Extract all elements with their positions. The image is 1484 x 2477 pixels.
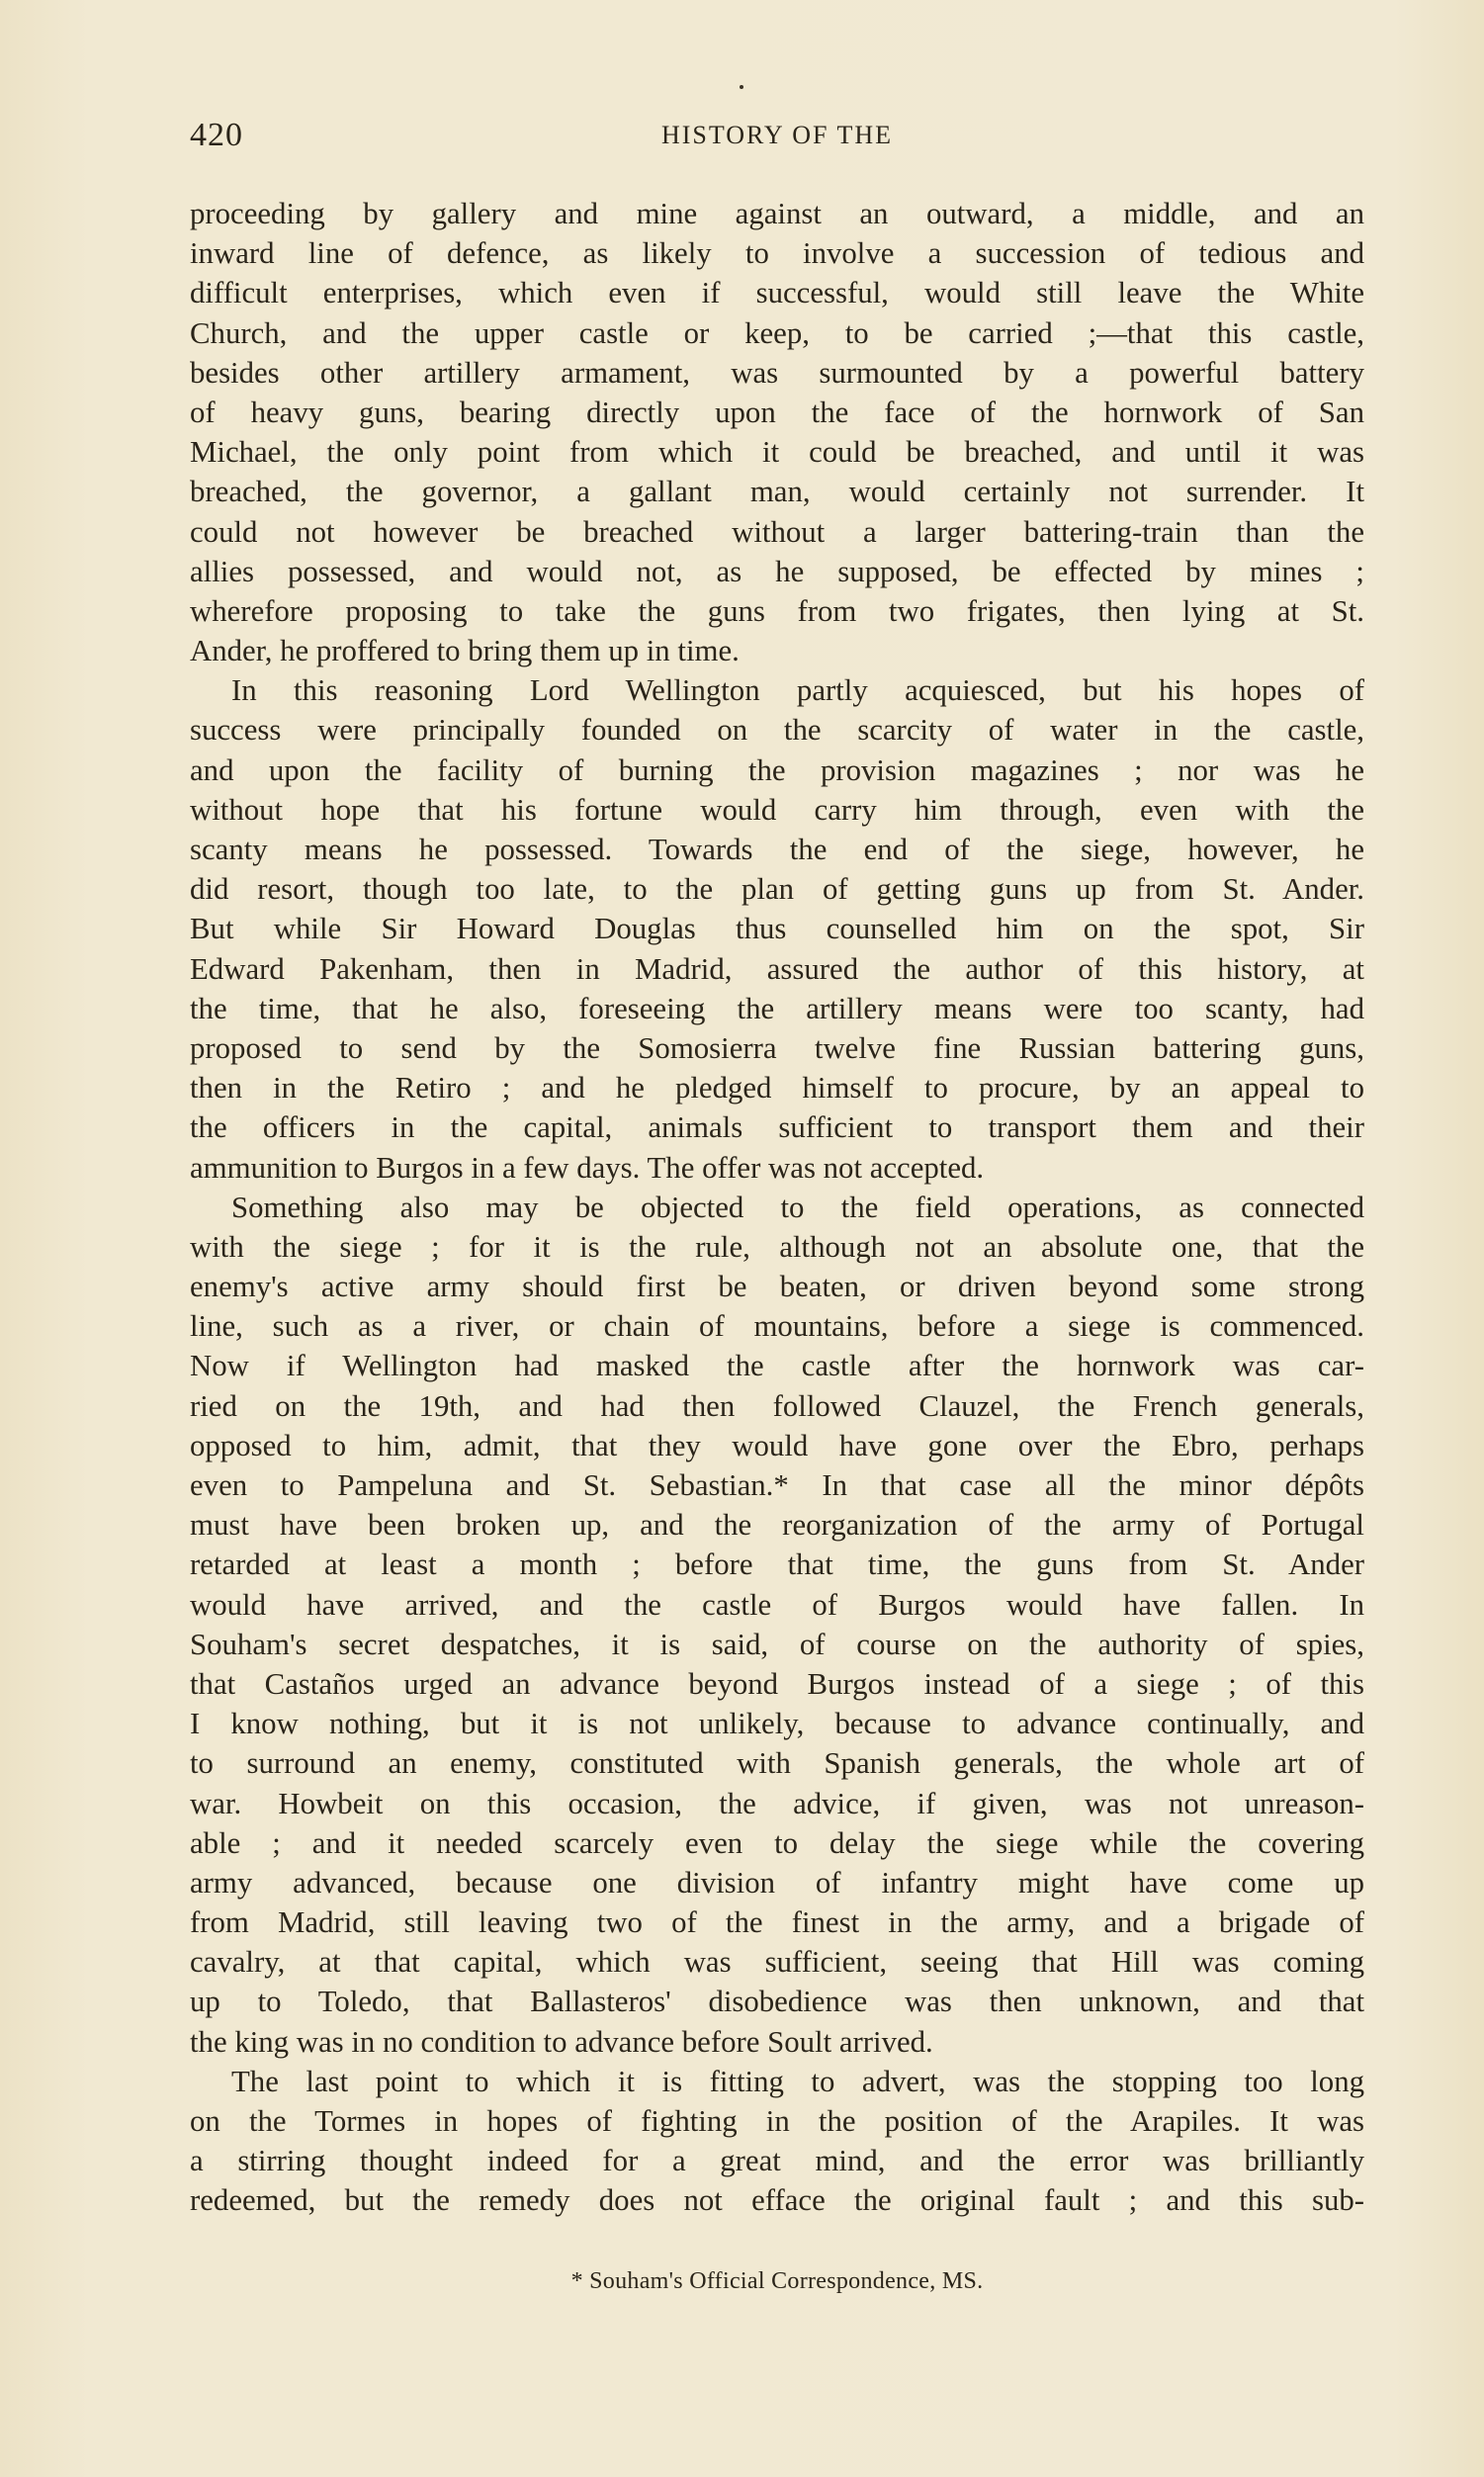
text-line: proceeding by gallery and mine against an outward, a middle, and an (190, 197, 1364, 230)
text-line: proposed to send by the Somosierra twelve fine Russian battering guns, (190, 1030, 1364, 1065)
text-line: on the Tormes in hopes of fighting in the position of the Arapiles. It was (190, 2104, 1364, 2138)
text-line: Souham's secret despatches, it is said, of course on the authority of spies, (190, 1627, 1364, 1661)
text-line: and upon the facility of burning the provision magazines ; nor was he (190, 752, 1364, 787)
text-line: would have arrived, and the castle of Burgos would have fallen. In (190, 1587, 1364, 1622)
running-head: HISTORY OF THE (660, 121, 894, 149)
text-line: that Castaños urged an advance beyond Burgos instead of a siege ; of this (190, 1666, 1364, 1701)
text-line: enemy's active army should first be beaten, or driven beyond some strong (190, 1270, 1364, 1304)
text-line: the officers in the capital, animals sufficient to transport them and their (190, 1110, 1364, 1145)
text-line: army advanced, because one division of infantry might have come up (190, 1865, 1364, 1900)
text-line: the time, that he also, foreseeing the artillery means were too scanty, had (190, 991, 1364, 1025)
text-line: did resort, though too late, to the plan of getting guns up from St. Ander. (190, 872, 1364, 907)
text-line: besides other artillery armament, was surmounted by a powerful battery (190, 355, 1364, 390)
text-line: Ander, he proffered to bring them up in time. (190, 634, 740, 668)
text-line: even to Pampeluna and St. Sebastian.* In that case all the minor dépôts (190, 1468, 1364, 1502)
text-line: scanty means he possessed. Towards the end of the siege, however, he (190, 833, 1364, 866)
text-line: without hope that his fortune would carry him through, even with the (190, 792, 1364, 827)
text-line: must have been broken up, and the reorganization of the army of Portugal (190, 1508, 1364, 1543)
text-line: the king was in no condition to advance before Soult arrived. (190, 2024, 933, 2059)
text-line: war. Howbeit on this occasion, the advice, if given, was not unreason- (190, 1786, 1364, 1820)
text-line: Now if Wellington had masked the castle after the hornwork was car- (190, 1349, 1364, 1383)
text-line: of heavy guns, bearing directly upon the face of the hornwork of San (190, 395, 1364, 429)
text-line: a stirring thought indeed for a great mind, and the error was brilliantly (190, 2144, 1364, 2178)
footnote: * Souham's Official Correspondence, MS. (570, 2268, 984, 2294)
text-line: Edward Pakenham, then in Madrid, assured the author of this history, at (190, 951, 1364, 986)
text-line: difficult enterprises, which even if successful, would still leave the White (190, 276, 1364, 310)
text-line: ried on the 19th, and had then followed Clauzel, the French generals, (190, 1388, 1364, 1423)
text-line: But while Sir Howard Douglas thus counselled him on the spot, Sir (190, 912, 1364, 946)
text-line: allies possessed, and would not, as he supposed, be effected by mines ; (190, 554, 1364, 588)
text-line: I know nothing, but it is not unlikely, because to advance continually, and (190, 1707, 1364, 1741)
text-line: inward line of defence, as likely to involve a succession of tedious and (190, 236, 1364, 271)
text-line: could not however be breached without a larger battering-train than the (190, 514, 1364, 549)
text-line: from Madrid, still leaving two of the finest in the army, and a brigade of (190, 1905, 1364, 1940)
text-line: up to Toledo, that Ballasteros' disobedience was then unknown, and that (190, 1985, 1364, 2019)
text-line: line, such as a river, or chain of mountains, before a siege is commenced. (190, 1309, 1364, 1344)
text-line: then in the Retiro ; and he pledged himself to procure, by an appeal to (190, 1071, 1364, 1106)
text-line: Church, and the upper castle or keep, to be carried ;—that this castle, (190, 315, 1364, 350)
text-line: to surround an enemy, constituted with Spanish generals, the whole art of (190, 1746, 1364, 1781)
text-line: wherefore proposing to take the guns from two frigates, then lying at St. (190, 593, 1364, 628)
text-line: Something also may be objected to the field operations, as connected (231, 1190, 1364, 1224)
text-line: The last point to which it is fitting to advert, was the stopping too long (231, 2064, 1364, 2098)
text-line: breached, the governor, a gallant man, would certainly not surrender. It (190, 475, 1364, 509)
text-line: Michael, the only point from which it could be breached, and until it was (190, 435, 1364, 470)
text-line: with the siege ; for it is the rule, although not an absolute one, that the (190, 1229, 1364, 1264)
text-line: success were principally founded on the scarcity of water in the castle, (190, 713, 1364, 748)
print-speck (740, 85, 743, 89)
text-line: In this reasoning Lord Wellington partly acquiesced, but his hopes of (231, 673, 1364, 708)
text-line: able ; and it needed scarcely even to delay the siege while the covering (190, 1825, 1364, 1860)
page-number: 420 (190, 117, 243, 153)
text-line: cavalry, at that capital, which was sufficient, seeing that Hill was coming (190, 1945, 1364, 1980)
text-line: retarded at least a month ; before that time, the guns from St. Ander (190, 1548, 1364, 1582)
text-line: ammunition to Burgos in a few days. The offer was not accepted. (190, 1150, 985, 1185)
body-text (190, 194, 1364, 2221)
page-header (190, 117, 1364, 166)
text-line: opposed to him, admit, that they would have gone over the Ebro, perhaps (190, 1428, 1364, 1462)
text-line: redeemed, but the remedy does not efface the original fault ; and this sub- (190, 2183, 1364, 2218)
